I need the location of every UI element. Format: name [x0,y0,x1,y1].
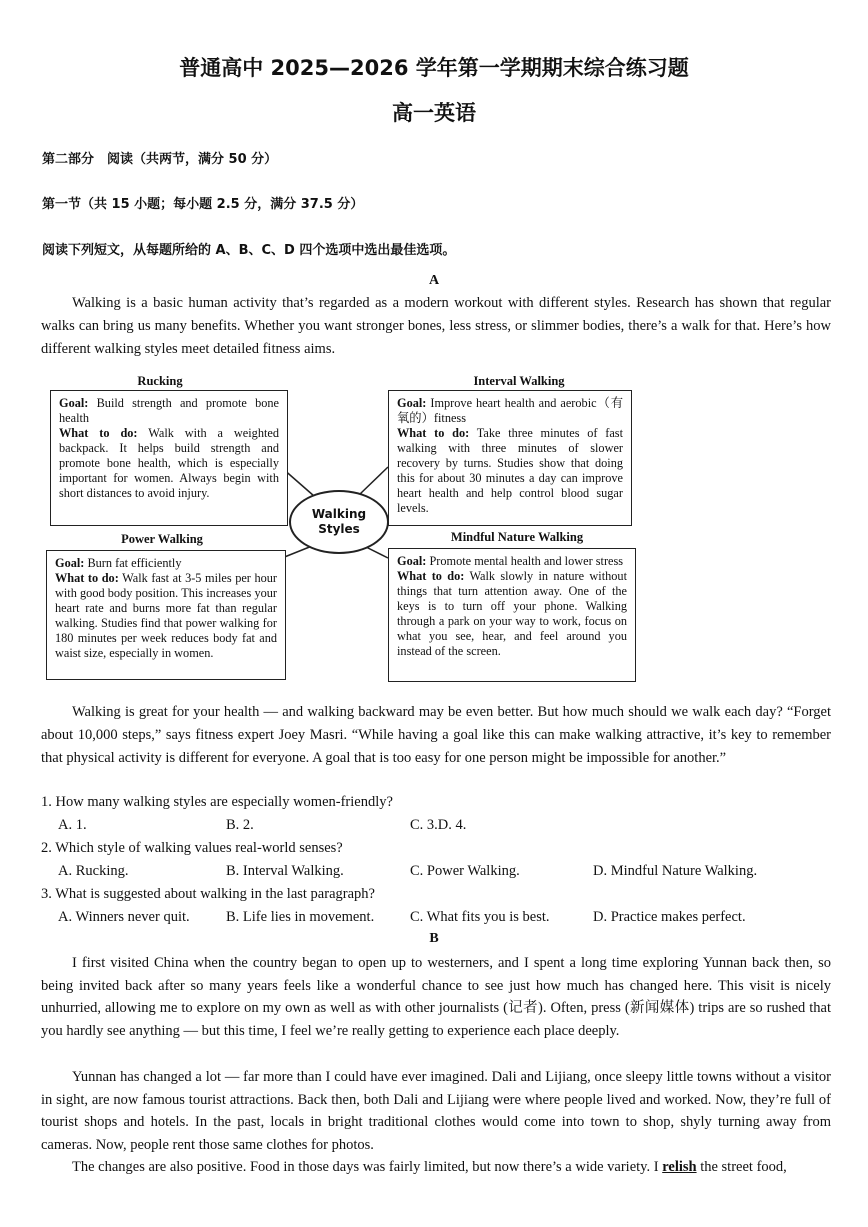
passage-b-paragraph-2: Yunnan has changed a lot — far more than I could have ever imagined. Dali and Lijiang, once sleepy little towns without a visitor in sight, are now famous tourist attractions. Back then, both Dali and Lijiang were where people lived and worked. Now, they’re full of tourist shops and hotels. In the past, locals in bright traditional clothes would come into town to shop, shyly turning away from cameras. Now, people rent those same clothes for photos. [41,1069,831,1153]
question-1-stem: 1. How many walking styles are especially women-friendly? [41,794,393,810]
question-2-option-a: A. Rucking. [58,863,129,879]
question-1-option-cd: C. 3.D. 4. [410,817,467,833]
power-todo-label: What to do: [55,571,119,585]
power-goal-label: Goal: [55,556,85,570]
part-heading: 第二部分 阅读（共两节，满分 50 分） [42,152,278,167]
mindful-box [388,548,636,682]
question-1-option-b: B. 2. [226,817,254,833]
interval-goal: Improve heart health and aerobic（有氧的）fitness [397,396,624,425]
question-2-stem: 2. Which style of walking values real-world senses? [41,840,343,856]
walking-styles-hub [289,490,389,554]
section-heading: 第一节（共 15 小题；每小题 2.5 分，满分 37.5 分） [42,197,364,212]
passage-b-letter: B [429,931,439,946]
question-2-option-c: C. Power Walking. [410,863,520,879]
interval-heading: Interval Walking [473,374,565,388]
power-todo: Walk fast at 3-5 miles per hour with good body position. This increases your heart rate and burns more fat than regular walking. Studies find that power walking for 180 minutes per week reduces body fat and waist size, especially in women. [55,571,277,660]
page-title: 普通高中 2025—2026 学年第一学期期末综合练习题 [179,56,689,80]
power-box [46,550,286,680]
interval-todo-label: What to do: [397,426,470,440]
interval-box [388,390,632,526]
passage-a-letter: A [428,273,440,288]
question-3-stem: 3. What is suggested about walking in the last paragraph? [41,886,375,902]
rucking-goal: Build strength and promote bone health [59,396,280,425]
rucking-box [50,390,288,526]
walking-styles-diagram [42,368,642,686]
hub-line-1: Walking [311,507,367,521]
passage-b-paragraph-3 [41,1156,831,1179]
passage-a-closing: Walking is great for your health — and walking backward may be even better. But how much should we walk each day? “Forget about 10,000 steps,” says fitness expert Joey Masri. “While having a goal like this can make walking attractive, it’s key to remember that physical activity is different for everyone. A goal that is too easy for one person might be impossible for another.” [41,704,831,766]
interval-goal-label: Goal: [397,396,427,410]
question-3-option-b: B. Life lies in movement. [226,909,375,925]
rucking-todo-label: What to do: [59,426,138,440]
rucking-goal-label: Goal: [59,396,89,410]
question-3-option-c: C. What fits you is best. [410,909,550,925]
question-3-option-d: D. Practice makes perfect. [593,909,746,925]
power-goal: Burn fat efficiently [87,556,182,570]
page-subtitle: 高一英语 [392,101,476,125]
paragraph-3-text-end: the street food, [696,1159,787,1175]
rucking-todo: Walk with a weighted backpack. It helps build strength and promote bone health, which is especially important for women. Always begin with short distances to avoid injury. [59,426,280,500]
question-2-option-b: B. Interval Walking. [226,863,344,879]
mindful-goal-label: Goal: [397,554,427,568]
question-1-option-a: A. 1. [58,817,87,833]
mindful-heading: Mindful Nature Walking [450,530,584,544]
question-2-option-d: D. Mindful Nature Walking. [593,863,758,879]
instruction: 阅读下列短文，从每题所给的 A、B、C、D 四个选项中选出最佳选项。 [42,243,456,258]
rucking-heading: Rucking [137,374,183,388]
mindful-todo: Walk slowly in nature without things that turn attention away. One of the keys is to turn off your phone. Walking through a park on your way to work, focus on what you see, hear, and feel around you instead of the screen. [397,569,627,658]
mindful-todo-label: What to do: [397,569,465,583]
passage-a-intro: Walking is a basic human activity that’s regarded as a modern workout with different styles. Research has shown that regular walks can bring us many benefits. Whether you want stronger bones, less stress, or slimmer bodies, there’s a walk for that. Here’s how different walking styles meet detailed fitness aims. [41,295,831,357]
question-3-option-a: A. Winners never quit. [58,909,190,925]
vocabulary-word-relish: relish [662,1159,697,1175]
mindful-goal: Promote mental health and lower stress [429,554,624,568]
interval-todo: Take three minutes of fast walking with three minutes of slower recovery by turns. Studies show that doing this for about 30 minutes a day can improve heart health and help control blood sugar levels. [397,426,623,515]
hub-line-2: Styles [318,522,360,536]
power-heading: Power Walking [121,532,203,546]
paragraph-3-text-start: The changes are also positive. Food in those days was fairly limited, but now there’s a wide variety. I [72,1159,663,1175]
passage-b-paragraph-1: I first visited China when the country began to open up to westerners, and I spent a long time exploring Yunnan back then, so being invited back after so many years feels like a wonderful chance to see just how much has changed here. This visit is nicely unhurried, allowing me to explore on my own as well as with other journalists (记者). Often, press (新闻媒体) trips are so rushed that you hardly see anything — but this time, I feel we’re really getting to experience each place deeply. [41,955,831,1039]
